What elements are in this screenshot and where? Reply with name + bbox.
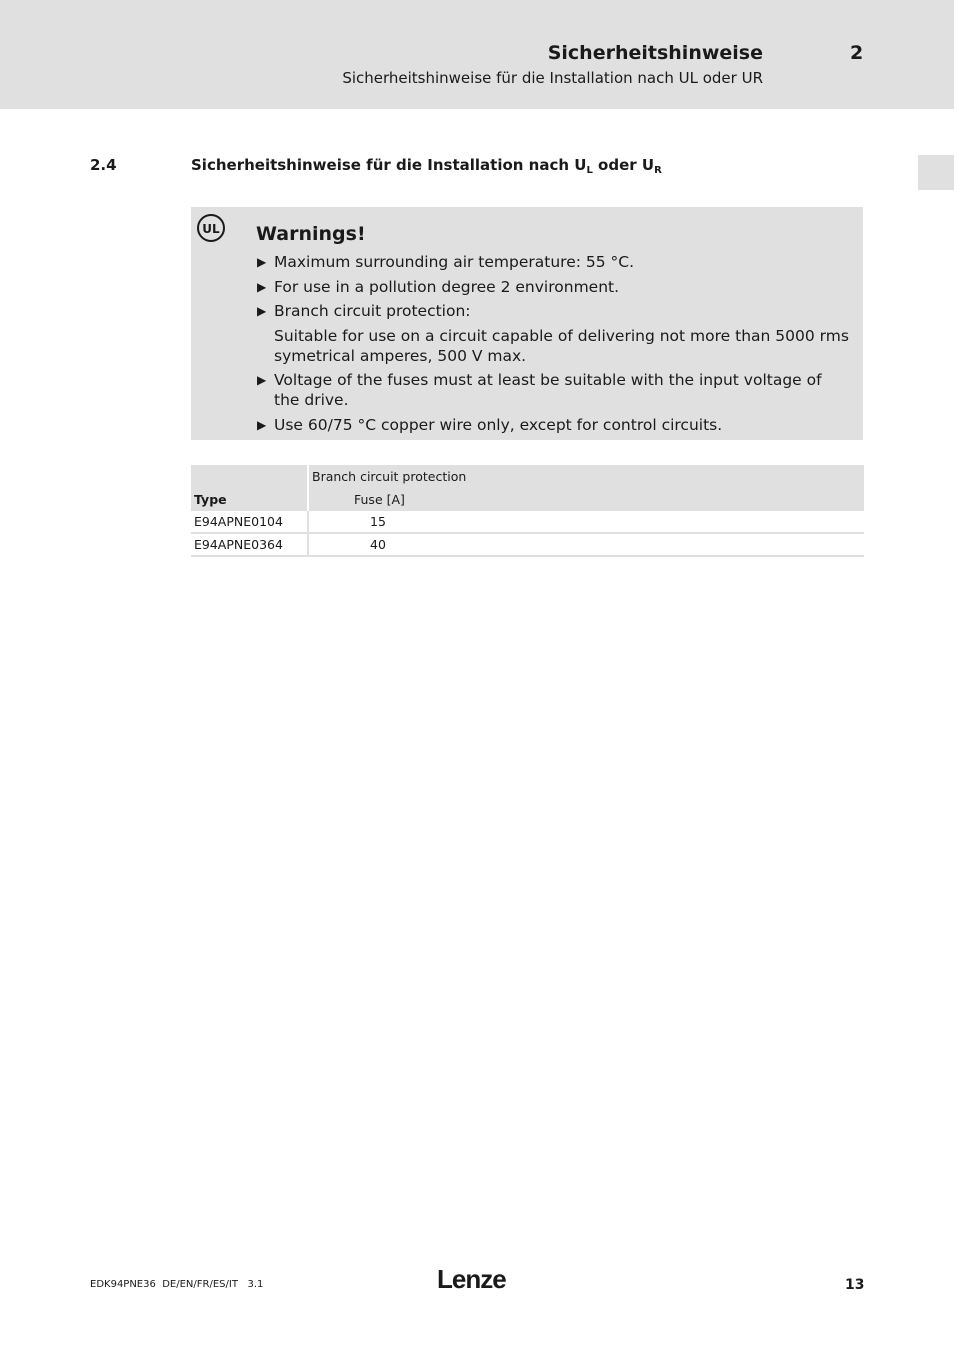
warning-list [257,252,851,439]
section-title: Sicherheitshinweise für die Installation nach $U_L$ oder $U_R$ [191,156,662,176]
warning-paragraph: Suitable for use on a circuit capable of delivering not more than 5000 rms symetrical amperes, 500 V max. [274,326,849,365]
table-row [191,533,864,556]
page-number: 13 [845,1277,865,1293]
warning-item: ▶ For use in a pollution degree 2 environment. [257,277,620,296]
header-band [0,0,954,109]
table-group-header: Branch circuit protection [308,465,864,488]
section-number: 2.4 [90,156,117,174]
triangle-bullet-icon: ▶ [257,304,267,318]
fuse-table [191,465,864,557]
warning-item: ▶ Use 60/75 °C copper wire only, except for control circuits. [257,415,723,434]
triangle-bullet-icon: ▶ [257,255,267,269]
warning-box [191,207,863,440]
ul-logo-icon [196,213,226,243]
cell-fuse: 15 [308,511,864,533]
cell-type: E94APNE0104 [191,511,308,533]
ul-logo-text: UL [202,222,220,236]
lenze-logo: Lenze [437,1264,506,1294]
triangle-bullet-icon: ▶ [257,279,267,294]
chapter-side-tab [918,155,954,190]
table-row [191,511,864,533]
chapter-number: 2 [850,42,864,64]
warning-title: Warnings! [256,223,366,245]
header-title: Sicherheitshinweise [547,42,763,64]
triangle-bullet-icon: ▶ [257,373,267,387]
warning-item: ▶ Voltage of the fuses must at least be suitable with the input voltage of the drive. [257,371,822,409]
triangle-bullet-icon: ▶ [257,417,267,432]
table-header-type-top [191,465,308,488]
warning-item: ▶ Branch circuit protection: [257,302,471,320]
header-subtitle: Sicherheitshinweise für die Installation nach UL oder UR [342,69,763,87]
cell-fuse: 40 [308,533,864,556]
table-header-type: Type [191,488,308,511]
table-header-fuse: Fuse [A] [308,488,864,511]
cell-type: E94APNE0364 [191,533,308,556]
warning-item: ▶ Maximum surrounding air temperature: 55 °C. [257,253,635,271]
footer-doc-id: EDK94PNE36 DE/EN/FR/ES/IT 3.1 [90,1279,264,1290]
